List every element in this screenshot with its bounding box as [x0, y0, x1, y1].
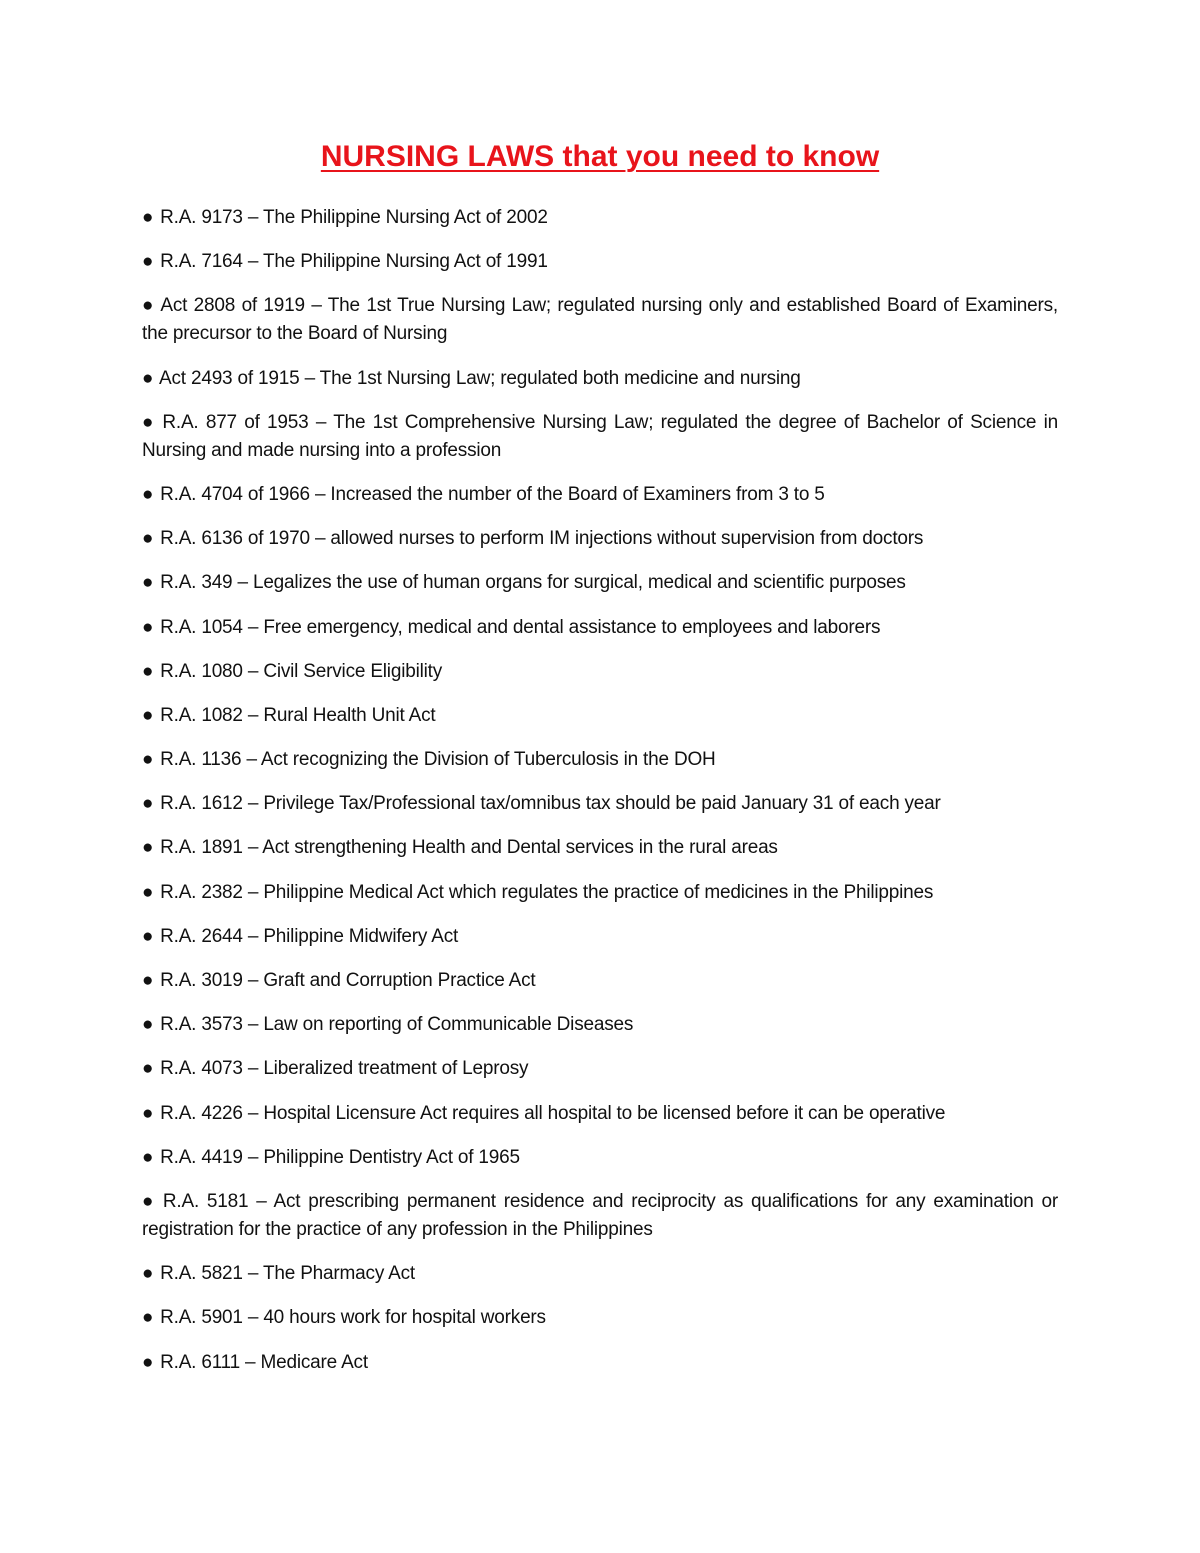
bullet-icon: ● — [142, 1102, 154, 1124]
law-item-text: R.A. 1080 – Civil Service Eligibility — [160, 660, 443, 682]
law-list-item — [142, 481, 1058, 509]
bullet-icon: ● — [142, 925, 154, 947]
law-list-item — [142, 569, 1058, 597]
bullet-icon: ● — [142, 1190, 154, 1212]
law-item-text: R.A. 349 – Legalizes the use of human organs for surgical, medical and scientific purposes — [160, 572, 906, 594]
law-list — [142, 204, 1058, 1393]
bullet-icon: ● — [142, 1146, 154, 1168]
law-list-item — [142, 790, 1058, 818]
law-list-item — [142, 1260, 1058, 1288]
bullet-icon: ● — [142, 483, 154, 505]
law-list-item — [142, 292, 1058, 348]
law-list-item — [142, 1055, 1058, 1083]
bullet-icon: ● — [142, 881, 154, 903]
bullet-icon: ● — [142, 572, 154, 594]
law-item-text: R.A. 6111 – Medicare Act — [160, 1351, 368, 1373]
bullet-icon: ● — [142, 1263, 154, 1285]
law-list-item — [142, 1100, 1058, 1128]
law-item-text: R.A. 1891 – Act strengthening Health and Dental services in the rural areas — [160, 837, 778, 859]
law-list-item — [142, 658, 1058, 686]
law-item-text: R.A. 4704 of 1966 – Increased the number of the Board of Examiners from 3 to 5 — [160, 483, 825, 505]
law-item-text: R.A. 7164 – The Philippine Nursing Act of 1991 — [160, 251, 548, 273]
law-item-text: R.A. 877 of 1953 – The 1st Comprehensive Nursing Law; regulated the degree of Bachelor of Science in Nursing and made nursing into a profession — [142, 411, 1058, 461]
law-item-text: R.A. 2644 – Philippine Midwifery Act — [160, 925, 459, 947]
law-list-item — [142, 1188, 1058, 1244]
law-list-item — [142, 967, 1058, 995]
law-item-text: R.A. 3019 – Graft and Corruption Practice Act — [160, 970, 536, 991]
law-list-item — [142, 365, 1058, 393]
law-item-text: R.A. 1082 – Rural Health Unit Act — [160, 704, 436, 726]
bullet-icon: ● — [142, 837, 154, 859]
law-item-text: R.A. 1054 – Free emergency, medical and dental assistance to employees and laborers — [160, 616, 881, 638]
bullet-icon: ● — [142, 1307, 154, 1329]
bullet-icon: ● — [142, 367, 154, 389]
bullet-icon: ● — [142, 749, 154, 771]
law-list-item — [142, 204, 1058, 232]
law-list-item — [142, 1349, 1058, 1377]
bullet-icon: ● — [142, 295, 154, 317]
law-item-text: R.A. 4419 – Philippine Dentistry Act of 1965 — [160, 1146, 520, 1168]
bullet-icon: ● — [142, 660, 154, 682]
bullet-icon: ● — [142, 793, 154, 815]
law-list-item — [142, 409, 1058, 465]
law-list-item — [142, 248, 1058, 276]
bullet-icon: ● — [142, 616, 154, 638]
document-title: NURSING LAWS that you need to know — [320, 140, 880, 173]
bullet-icon: ● — [142, 1014, 154, 1036]
law-item-text: R.A. 4226 – Hospital Licensure Act requires all hospital to be licensed before it can be operative — [160, 1102, 946, 1124]
law-list-item — [142, 1011, 1058, 1039]
bullet-icon: ● — [142, 411, 154, 433]
law-item-text: R.A. 5181 – Act prescribing permanent residence and reciprocity as qualifications for any examination or registration for the practice of any profession in the Philippines — [142, 1190, 1058, 1240]
law-item-text: R.A. 3573 – Law on reporting of Communicable Diseases — [160, 1014, 634, 1036]
law-list-item — [142, 879, 1058, 907]
bullet-icon: ● — [142, 704, 154, 726]
law-list-item — [142, 614, 1058, 642]
law-list-item — [142, 746, 1058, 774]
law-list-item — [142, 1144, 1058, 1172]
bullet-icon: ● — [142, 207, 154, 228]
law-item-text: R.A. 9173 – The Philippine Nursing Act of 2002 — [160, 207, 548, 228]
law-list-item — [142, 923, 1058, 951]
law-item-text: R.A. 5901 – 40 hours work for hospital workers — [160, 1307, 546, 1329]
bullet-icon: ● — [142, 1058, 154, 1080]
law-item-text: R.A. 1612 – Privilege Tax/Professional tax/omnibus tax should be paid January 31 of each year — [160, 793, 941, 815]
bullet-icon: ● — [142, 970, 154, 991]
law-list-item — [142, 525, 1058, 553]
bullet-icon: ● — [142, 1351, 154, 1373]
law-item-text: R.A. 5821 – The Pharmacy Act — [160, 1263, 416, 1285]
law-list-item — [142, 702, 1058, 730]
law-item-text: R.A. 2382 – Philippine Medical Act which regulates the practice of medicines in the Philippines — [160, 881, 934, 903]
bullet-icon: ● — [142, 251, 154, 273]
law-item-text: Act 2808 of 1919 – The 1st True Nursing Law; regulated nursing only and established Board of Examiners, the precursor to the Board of Nursing — [142, 295, 1059, 345]
law-list-item — [142, 1304, 1058, 1332]
law-list-item — [142, 834, 1058, 862]
law-item-text: R.A. 1136 – Act recognizing the Division of Tuberculosis in the DOH — [160, 749, 716, 771]
law-item-text: Act 2493 of 1915 – The 1st Nursing Law; regulated both medicine and nursing — [159, 367, 801, 389]
bullet-icon: ● — [142, 528, 154, 550]
law-item-text: R.A. 4073 – Liberalized treatment of Leprosy — [160, 1058, 529, 1080]
law-item-text: R.A. 6136 of 1970 – allowed nurses to perform IM injections without supervision from doctors — [160, 528, 924, 550]
